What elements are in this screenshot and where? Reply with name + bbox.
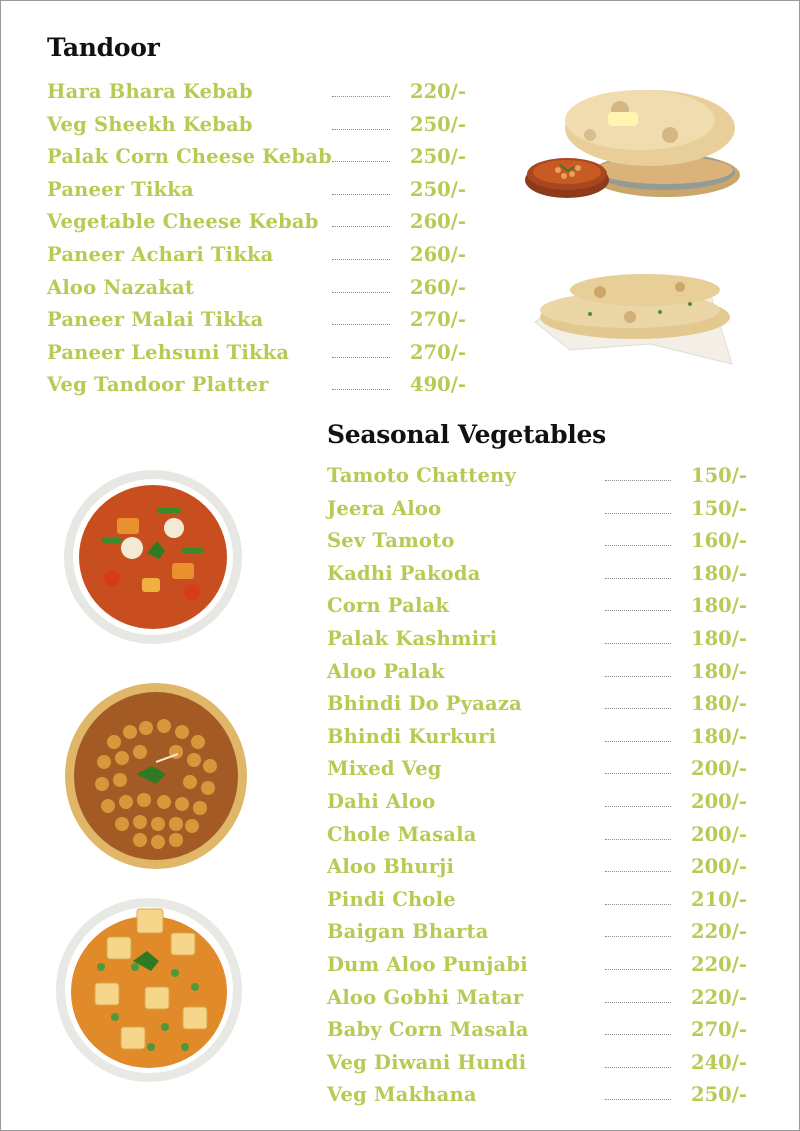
- seasonal-vegetables-heading: Seasonal Vegetables: [327, 420, 606, 449]
- dot-leader: [605, 708, 671, 709]
- menu-item-price: 220/-: [410, 80, 466, 103]
- menu-item-price: 270/-: [410, 308, 466, 332]
- dot-leader: [605, 1034, 671, 1035]
- dot-leader: [605, 1067, 671, 1068]
- dot-leader: [332, 357, 390, 358]
- seasonal-vegetables-menu-list: [327, 464, 757, 1124]
- menu-item-price: 200/-: [691, 790, 747, 813]
- menu-item-name: Kadhi Pakoda: [327, 561, 481, 585]
- dot-leader: [332, 389, 390, 390]
- menu-item-name: Palak Kashmiri: [327, 627, 498, 650]
- dot-leader: [605, 969, 671, 970]
- menu-item-price: 260/-: [410, 210, 466, 234]
- menu-item-price: 250/-: [691, 1083, 747, 1107]
- dot-leader: [605, 936, 671, 937]
- dot-leader: [332, 324, 390, 325]
- menu-item-price: 200/-: [691, 757, 747, 781]
- dot-leader: [605, 480, 671, 481]
- menu-item-name: Vegetable Cheese Kebab: [47, 210, 319, 234]
- mixed-vegetable-curry-image: [62, 468, 244, 646]
- menu-item: [327, 986, 757, 1016]
- menu-item-price: 250/-: [410, 145, 466, 169]
- menu-item-price: 180/-: [691, 724, 747, 748]
- menu-item-name: Veg Makhana: [327, 1083, 477, 1107]
- menu-item: [327, 725, 757, 755]
- tandoor-menu-list: [47, 80, 477, 410]
- menu-item-price: 150/-: [691, 464, 747, 487]
- menu-item-price: 200/-: [691, 855, 747, 879]
- menu-item: [47, 145, 477, 175]
- menu-item-price: 180/-: [691, 594, 747, 618]
- dot-leader: [605, 1002, 671, 1003]
- menu-item: [327, 790, 757, 820]
- menu-item: [327, 627, 757, 657]
- menu-item-price: 180/-: [691, 627, 747, 650]
- dot-leader: [605, 545, 671, 546]
- menu-item-price: 180/-: [691, 561, 747, 585]
- menu-item: [47, 80, 477, 110]
- dot-leader: [332, 226, 390, 227]
- menu-item: [327, 920, 757, 950]
- menu-item-price: 160/-: [691, 529, 747, 553]
- menu-item-price: 220/-: [691, 920, 747, 944]
- menu-item-name: Baby Corn Masala: [327, 1018, 529, 1042]
- menu-item-name: Bhindi Do Pyaaza: [327, 692, 522, 716]
- dot-leader: [605, 643, 671, 644]
- menu-item-name: Pindi Chole: [327, 887, 456, 911]
- menu-item: [327, 1083, 757, 1113]
- menu-item: [327, 497, 757, 527]
- dot-leader: [605, 773, 671, 774]
- naan-basket-image: [520, 80, 745, 210]
- chole-chickpea-curry-image: [64, 682, 248, 870]
- menu-item: [47, 178, 477, 208]
- menu-item-name: Sev Tamoto: [327, 529, 455, 553]
- menu-item-name: Paneer Lehsuni Tikka: [47, 340, 290, 364]
- paneer-peas-curry-image: [55, 897, 243, 1083]
- menu-item-price: 180/-: [691, 692, 747, 716]
- menu-item-name: Aloo Nazakat: [47, 275, 195, 299]
- menu-item-name: Paneer Tikka: [47, 177, 194, 201]
- menu-item: [327, 529, 757, 559]
- dot-leader: [605, 513, 671, 514]
- menu-item-name: Chole Masala: [327, 822, 477, 846]
- menu-item: [47, 276, 477, 306]
- menu-item-name: Paneer Malai Tikka: [47, 308, 264, 332]
- menu-item-name: Bhindi Kurkuri: [327, 724, 497, 748]
- dot-leader: [605, 904, 671, 905]
- menu-item-price: 260/-: [410, 243, 466, 266]
- menu-item: [327, 660, 757, 690]
- menu-item: [327, 692, 757, 722]
- dot-leader: [605, 578, 671, 579]
- dot-leader: [332, 292, 390, 293]
- menu-item-price: 250/-: [410, 177, 466, 201]
- menu-item-name: Corn Palak: [327, 594, 450, 618]
- menu-item: [47, 308, 477, 338]
- menu-item-price: 240/-: [691, 1050, 747, 1074]
- dot-leader: [605, 610, 671, 611]
- menu-item-name: Tamoto Chatteny: [327, 464, 516, 487]
- dot-leader: [332, 161, 390, 162]
- tandoor-heading: Tandoor: [47, 33, 160, 62]
- menu-item-price: 220/-: [691, 953, 747, 976]
- menu-item-price: 180/-: [691, 659, 747, 683]
- menu-item-price: 150/-: [691, 496, 747, 520]
- menu-item-price: 210/-: [691, 887, 747, 911]
- menu-item: [327, 594, 757, 624]
- menu-item: [327, 464, 757, 494]
- menu-item-price: 260/-: [410, 275, 466, 299]
- menu-item-name: Aloo Gobhi Matar: [327, 985, 524, 1009]
- menu-item-name: Dum Aloo Punjabi: [327, 953, 528, 976]
- menu-item-price: 220/-: [691, 985, 747, 1009]
- menu-item: [327, 855, 757, 885]
- menu-item: [47, 113, 477, 143]
- menu-item: [47, 210, 477, 240]
- menu-item-name: Palak Corn Cheese Kebab: [47, 145, 332, 169]
- dot-leader: [605, 806, 671, 807]
- dot-leader: [332, 96, 390, 97]
- menu-item: [327, 1051, 757, 1081]
- menu-item-name: Veg Tandoor Platter: [47, 373, 269, 397]
- menu-item: [327, 1018, 757, 1048]
- menu-item-name: Aloo Bhurji: [327, 855, 455, 879]
- dot-leader: [332, 259, 390, 260]
- menu-item-price: 490/-: [410, 373, 466, 397]
- dot-leader: [332, 194, 390, 195]
- menu-item-price: 270/-: [410, 340, 466, 364]
- menu-item: [327, 757, 757, 787]
- menu-item-name: Aloo Palak: [327, 659, 445, 683]
- menu-item: [327, 562, 757, 592]
- menu-item-name: Veg Diwani Hundi: [327, 1050, 527, 1074]
- garlic-naan-image: [530, 262, 735, 370]
- menu-item-name: Jeera Aloo: [327, 496, 442, 520]
- menu-item: [47, 341, 477, 371]
- dot-leader: [605, 676, 671, 677]
- menu-item-name: Hara Bhara Kebab: [47, 80, 253, 103]
- menu-item-name: Baigan Bharta: [327, 920, 489, 944]
- menu-item-name: Mixed Veg: [327, 757, 442, 781]
- menu-item: [47, 373, 477, 403]
- dot-leader: [605, 839, 671, 840]
- dot-leader: [605, 741, 671, 742]
- menu-item: [327, 953, 757, 983]
- menu-item: [327, 888, 757, 918]
- menu-item: [47, 243, 477, 273]
- dot-leader: [605, 871, 671, 872]
- menu-item-name: Dahi Aloo: [327, 790, 436, 813]
- menu-item-price: 250/-: [410, 112, 466, 136]
- dot-leader: [605, 1099, 671, 1100]
- menu-item-name: Veg Sheekh Kebab: [47, 112, 253, 136]
- menu-item-name: Paneer Achari Tikka: [47, 243, 274, 266]
- menu-item-price: 200/-: [691, 822, 747, 846]
- menu-item-price: 270/-: [691, 1018, 747, 1042]
- menu-item: [327, 823, 757, 853]
- dot-leader: [332, 129, 390, 130]
